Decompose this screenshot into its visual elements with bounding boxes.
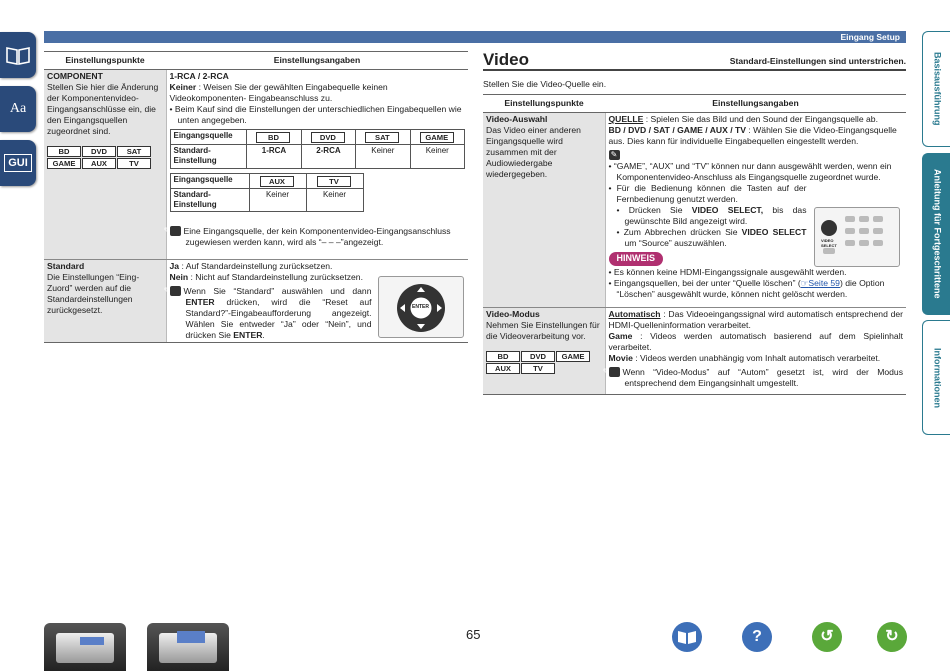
grid-value: Keiner (306, 188, 363, 211)
note-text: Eine Eingangsquelle, der kein Komponentenvideo-Eingangsanschluss zugewiesen werden kann, wird als “– – –”angezeigt. (183, 226, 451, 248)
keiner-text: : Weisen Sie der gewählten Eingabequelle keinen Videokomponenten- Eingabeanschluss zu. (169, 82, 388, 103)
video-section-header (483, 49, 906, 71)
note-text: drücken, wird die “Reset auf Standard?”-Eingabeaufforderung angezeigt. Wählen Sie entweder “Ja” oder “Nein”, und drücken Sie (185, 297, 372, 340)
tab-label: Informationen (932, 347, 943, 408)
component-title: COMPONENT (47, 71, 103, 81)
grid-header: Standard-Einstellung (170, 188, 249, 211)
video-intro: Stellen Sie die Video-Quelle ein. (483, 79, 607, 89)
col-header: Einstellungspunkte (44, 52, 166, 70)
text-size-icon[interactable] (0, 86, 36, 132)
game-label: Game (608, 331, 633, 341)
grid-col: DVD (311, 132, 345, 143)
default-grid-2 (170, 173, 364, 213)
chip-aux: AUX (82, 158, 116, 169)
source-chips (47, 145, 163, 169)
grid-col: BD (256, 132, 290, 143)
enter-key: ENTER (185, 297, 215, 307)
col-header: Einstellungsangaben (166, 52, 468, 70)
bullet-text: um “Source” auszuwählen. (624, 238, 727, 248)
sub-bullet: • Drücken Sie VIDEO SELECT, bis das gewünschte Bild angezeigt wird. (616, 205, 807, 226)
note-pencil-icon: ✎ (609, 150, 904, 161)
tab-label: Basisausführung (932, 52, 943, 126)
hinweis-badge: HINWEIS (609, 252, 664, 266)
col-header: Einstellungsangaben (605, 95, 906, 113)
quelle-text: : Spielen Sie das Bild und den Sound der Eingangsquelle ab. (643, 114, 878, 124)
grid-header: Eingangsquelle (170, 130, 247, 145)
remote-enter-illustration (378, 276, 464, 338)
movie-text: : Videos werden unabhängig vom Inhalt automatisch verarbeitet. (632, 353, 881, 363)
source-chips (486, 350, 602, 374)
chip-tv: TV (521, 363, 555, 374)
enter-key: ENTER (233, 330, 263, 340)
ja-text: : Auf Standardeinstellung zurücksetzen. (179, 261, 333, 271)
remote-video-select-illustration (814, 207, 900, 267)
bullet-text: Es können keine HDMI-Eingangssignale ausgewählt werden. (613, 266, 847, 277)
section-title: Eingang Setup (840, 32, 900, 42)
grid-header: Eingangsquelle (170, 173, 249, 188)
text-size-label: Aa (9, 101, 27, 117)
bullet-text: bis das gewünschte Bild angezeigt wird. (624, 205, 807, 226)
enter-button-label: ENTER (412, 304, 429, 310)
sources-text: : Wählen Sie die Video-Eingangsquelle aus. Dies kann für individuelle Eingabequellen eingestellt werden. (608, 125, 897, 146)
input-assignment-table (44, 51, 468, 343)
chip-sat: SAT (117, 146, 151, 157)
tab-fortgeschrittene[interactable] (922, 153, 950, 315)
video-modus-desc: Nehmen Sie Einstellungen für die Videoverarbeitung vor. (486, 320, 600, 341)
page-number: 65 (466, 627, 481, 642)
page-link[interactable]: ☞Seite 59 (800, 277, 840, 288)
tab-basisausfuehrung[interactable] (922, 31, 950, 147)
video-title: Video (483, 50, 529, 69)
device-thumbnail-front[interactable] (44, 623, 126, 671)
bullet: • “GAME”, “AUX” und “TV” können nur dann ausgewählt werden, wenn ein Komponentenvideo-Anschluss als Eingangsquelle zugeordnet wurde. (608, 161, 892, 182)
bullet-text: ) die Option “Löschen” ausgewählt wurde, können nicht gelöscht werden. (616, 277, 885, 299)
grid-value: 1-RCA (247, 145, 301, 168)
bullet-text: “GAME”, “AUX” und “TV” können nur dann ausgewählt werden, wenn ein Komponentenvideo-Anschluss als Eingangsquelle zugeordnet wurde. (613, 161, 892, 182)
bullet: • Eingangsquellen, bei der unter “Quelle löschen” (☞Seite 59) die Option “Löschen” ausgewählt wurde, können nicht gelöscht werden. (608, 277, 885, 299)
note-text: Wenn “Video-Modus” auf “Autom” gesetzt ist, wird der Modus entsprechend dem Eingangsinhalt umgestellt. (622, 367, 903, 388)
game-text: : Videos werden automatisch basierend auf dem Spielinhalt verarbeitet. (608, 331, 903, 352)
video-select-key: VIDEO SELECT, (691, 205, 764, 215)
nein-text: : Nicht auf Standardeinstellung zurücksetzen. (188, 272, 363, 282)
section-header (44, 31, 906, 43)
chip-game: GAME (47, 158, 81, 169)
standard-title: Standard (47, 261, 85, 271)
modus-note (602, 367, 904, 389)
bullet-text: Zum Abbrechen drücken Sie (623, 227, 742, 237)
video-table (483, 94, 906, 395)
grid-value: 2-RCA (301, 145, 355, 168)
video-auswahl-desc: Das Video einer anderen Eingangsquelle wird zusammen mit der Audiowiedergabe wiedergegeben. (486, 125, 581, 179)
manual-icon[interactable] (672, 622, 702, 652)
chip-tv: TV (117, 158, 151, 169)
grid-value: Keiner (356, 145, 410, 168)
video-subtitle: Standard-Einstellungen sind unterstrichen. (729, 56, 906, 66)
quelle-label: QUELLE (608, 114, 644, 124)
sub-bullet: • Zum Abbrechen drücken Sie VIDEO SELECT um “Source” auszuwählen. (616, 227, 807, 248)
video-select-key: VIDEO SELECT (741, 227, 807, 237)
table-row (483, 308, 906, 395)
chip-dvd: DVD (521, 351, 555, 362)
device-thumbnail-back[interactable] (147, 623, 229, 671)
forward-icon[interactable]: ↻ (877, 622, 907, 652)
chip-bd: BD (486, 351, 520, 362)
grid-col: TV (317, 176, 351, 187)
bullet: • Es können keine HDMI-Eingangssignale ausgewählt werden. (608, 266, 847, 277)
grid-col: SAT (365, 132, 399, 143)
table-row (483, 113, 906, 308)
note-text: Wenn Sie “Standard” auswählen und dann (183, 286, 372, 296)
default-grid-1 (170, 129, 466, 169)
note-pencil-icon: ✎ (609, 367, 620, 377)
movie-label: Movie (608, 353, 633, 363)
grid-col: AUX (260, 176, 294, 187)
grid-header: Standard-Einstellung (170, 145, 247, 168)
bullet-text: Drücken Sie (628, 205, 692, 215)
bullet-text: Für die Bedienung können die Tasten auf der Fernbedienung genutzt werden. (616, 183, 807, 204)
video-auswahl-title: Video-Auswahl (486, 114, 548, 124)
back-icon[interactable]: ↺ (812, 622, 842, 652)
grid-value: Keiner (249, 188, 306, 211)
auto-label: Automatisch (608, 309, 661, 319)
bullet-text: Eingangsquellen, bei der unter “Quelle löschen” ( (613, 277, 801, 288)
nein-label: Nein (169, 272, 189, 282)
col-header: Einstellungspunkte (483, 95, 605, 113)
page-link-text[interactable]: Seite 59 (808, 277, 840, 288)
auto-text: : Das Videoeingangssignal wird automatisch entsprechend der HDMI-Quelleninformation verarbeitet. (608, 309, 903, 330)
bullet-text: Beim Kauf sind die Einstellungen der unterschiedlichen Eingabequellen wie unten angegeben. (174, 104, 462, 125)
ja-label: Ja (169, 261, 180, 271)
tab-informationen[interactable] (922, 320, 950, 435)
note-pencil-icon: ✎ (170, 226, 181, 236)
grid-col: GAME (420, 132, 454, 143)
help-icon[interactable]: ? (742, 622, 772, 652)
component-desc: Stellen Sie hier die Änderung der Komponentenvideo-Eingangsanschlüsse ein, die den Eingangsquellen zugeordnet sind. (47, 82, 159, 136)
tab-label: Anleitung für Fortgeschrittene (932, 169, 943, 299)
chip-game: GAME (556, 351, 590, 362)
standard-desc: Die Einstellungen “Eing-Zuord” werden auf die Standardeinstellungen zurückgesetzt. (47, 272, 140, 315)
table-row (44, 70, 468, 260)
component-values-title: 1-RCA / 2-RCA (169, 71, 229, 81)
grid-value: Keiner (410, 145, 464, 168)
video-modus-title: Video-Modus (486, 309, 540, 319)
bullet: • Für die Bedienung können die Tasten auf der Fernbedienung genutzt werden. (608, 183, 807, 204)
gui-icon[interactable] (0, 140, 36, 186)
keiner-label: Keiner (169, 82, 197, 92)
sources-label: BD / DVD / SAT / GAME / AUX / TV (608, 125, 747, 135)
video-select-button-label: VIDEO SELECT (821, 238, 837, 248)
note-pencil-icon: ✎ (170, 286, 181, 296)
note-text: . (262, 330, 265, 340)
chip-dvd: DVD (82, 146, 116, 157)
bullet: • Beim Kauf sind die Einstellungen der unterschiedlichen Eingabequellen wie unten angegeben. (169, 104, 462, 125)
standard-note (163, 286, 372, 341)
table-row (44, 260, 468, 343)
book-icon[interactable] (0, 32, 36, 78)
chip-bd: BD (47, 146, 81, 157)
component-note (163, 226, 466, 248)
chip-aux: AUX (486, 363, 520, 374)
gui-label: GUI (4, 154, 32, 172)
